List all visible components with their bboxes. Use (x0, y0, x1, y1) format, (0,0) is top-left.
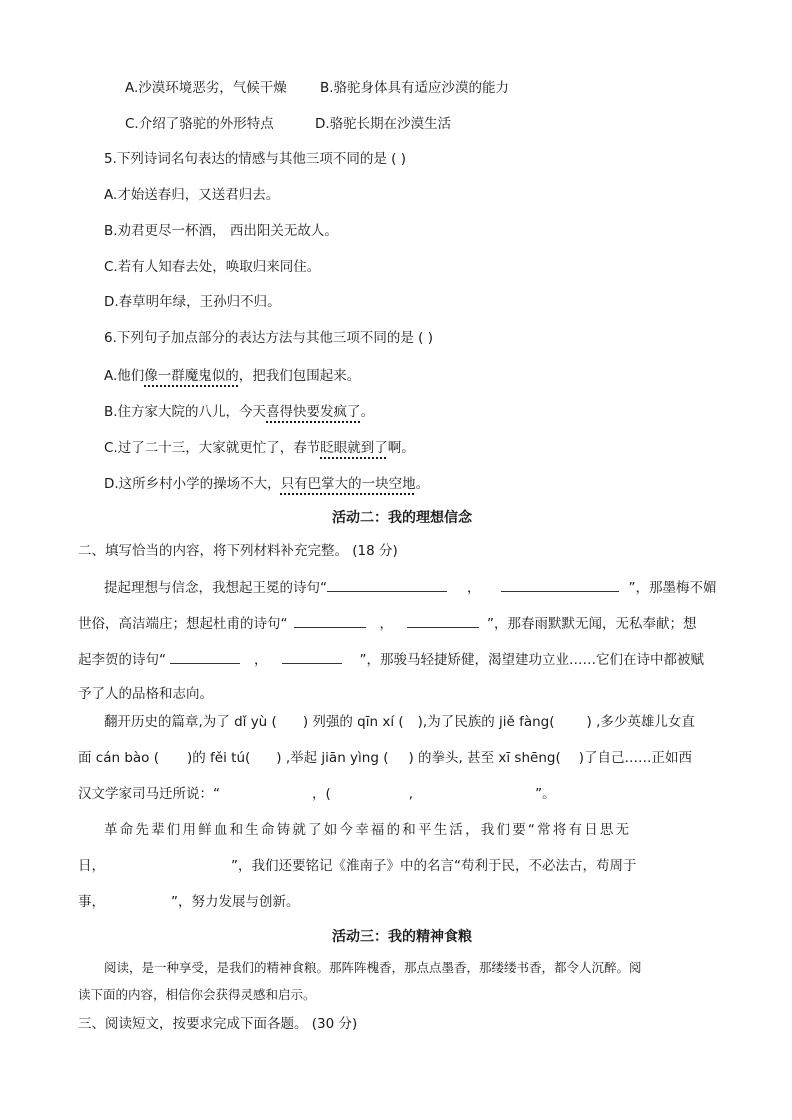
para1-line3 (78, 649, 704, 670)
text-span: ) ,多少英雄儿女直 (586, 714, 695, 730)
text-span: ”，那墨梅不媚 (628, 580, 717, 596)
para1-line4: 予了人的品格和志向。 (78, 686, 213, 702)
para1-line1 (104, 577, 717, 598)
q6-option-b (104, 402, 374, 422)
text-span: 翻开历史的篇章,为了 dǐ yù ( (104, 714, 277, 730)
text-span: ， (467, 580, 481, 596)
activity2-heading: 活动二：我的理想信念 (332, 510, 472, 526)
q5-option-b: B.劝君更尽一杯酒， 西出阳关无故人。 (104, 223, 338, 239)
blank[interactable] (282, 649, 342, 664)
q6-c-dotted: 眨眼就到了 (320, 440, 388, 456)
q5-option-a: A.才始送春归，又送君归去。 (104, 187, 280, 203)
blank[interactable] (407, 613, 479, 628)
activity3-heading: 活动三：我的精神食粮 (332, 929, 472, 945)
text-span: ”。 (535, 786, 556, 802)
section3-instruction: 三、阅读短文，按要求完成下面各题。 (30 分) (78, 1016, 358, 1032)
text-span: ) 的拳头, 甚至 xī shēng( (408, 750, 561, 766)
activity3-intro-line2: 读下面的内容，相信你会获得灵感和启示。 (78, 987, 316, 1002)
text-span: ) 列强的 qīn xí ( (302, 714, 404, 730)
section2-instruction: 二、填写恰当的内容，将下列材料补充完整。 (18 分) (78, 543, 398, 559)
text-span: 事， (78, 894, 105, 910)
q5-stem: 5.下列诗词名句表达的情感与其他三项不同的是 ( ) (104, 151, 406, 167)
q6-d-post: 。 (415, 476, 430, 492)
text-span: ),为了民族的 jiě fàng( (417, 714, 555, 730)
text-span: ”，我们还要铭记《淮南子》中的名言“苟利于民，不必法古，苟周于 (231, 858, 637, 874)
text-span: 提起理想与信念，我想起王冕的诗句“ (104, 580, 327, 596)
text-span: ”，努力发展与创新。 (171, 894, 300, 910)
para3-line3 (78, 892, 300, 912)
para3-line2 (78, 856, 637, 876)
q5-option-d: D.春草明年绿，王孙归不归。 (104, 294, 281, 310)
activity3-intro-line1: 阅读，是一种享受，是我们的精神食粮。那阵阵槐香，那点点墨香，那缕缕书香，都令人沉醉。阅 (104, 960, 642, 975)
q6-a-dotted: 像一群魔鬼似的 (144, 368, 239, 384)
q6-c-post: 啊。 (387, 440, 415, 456)
blank[interactable] (294, 613, 366, 628)
text-span: 起李贺的诗句“ (78, 652, 166, 668)
q6-option-c (104, 438, 415, 458)
text-span: )的 fěi tú( (187, 750, 251, 766)
q4-option-a: A.沙漠环境恶劣，气候干燥 (125, 80, 287, 96)
blank[interactable] (327, 577, 447, 592)
q6-b-post: 。 (360, 404, 375, 420)
text-span: ，( (312, 786, 331, 802)
q6-stem: 6.下列句子加点部分的表达方法与其他三项不同的是 ( ) (104, 330, 433, 346)
q6-d-dotted: 只有巴掌大的一块空地 (280, 476, 416, 492)
q6-a-post: ，把我们包围起来。 (238, 368, 361, 384)
q4-option-d: D.骆驼长期在沙漠生活 (315, 116, 452, 132)
q6-d-pre: D.这所乡村小学的操场不大， (104, 476, 281, 492)
text-span: ， (254, 652, 268, 668)
para3-line1: 革命先辈们用鲜血和生命铸就了如今幸福的和平生活，我们要“常将有日思无 (104, 822, 632, 838)
text-span: ) ,举起 jiān yìng ( (276, 750, 389, 766)
q5-option-c: C.若有人知春去处，唤取归来同住。 (104, 259, 321, 275)
q4-option-b: B.骆驼身体具有适应沙漠的能力 (320, 80, 510, 96)
para1-line2 (78, 613, 697, 634)
q6-b-pre: B.住方家大院的八儿，今天 (104, 404, 267, 420)
text-span: ”，那骏马轻捷矫健，渴望建功立业……它们在诗中都被赋 (359, 652, 704, 668)
q6-option-a (104, 366, 360, 386)
q6-option-d (104, 474, 429, 494)
text-span: 世俗，高洁端庄；想起杜甫的诗句“ (78, 616, 288, 632)
para2-line3 (78, 784, 556, 804)
text-span: 日， (78, 858, 105, 874)
text-span: ， (379, 616, 393, 632)
para2-line1 (104, 712, 695, 732)
blank[interactable] (170, 649, 240, 664)
text-span: 面 cán bào ( (78, 750, 159, 766)
q6-b-dotted: 喜得快要发疯了 (266, 404, 361, 420)
text-span: , (408, 786, 414, 802)
text-span: 汉文学家司马迁所说：“ (78, 786, 220, 802)
text-span: )了自己……正如西 (578, 750, 693, 766)
text-span: ”，那春雨默默无闻，无私奉献；想 (487, 616, 697, 632)
q6-a-pre: A.他们 (104, 368, 145, 384)
q6-c-pre: C.过了二十三，大家就更忙了，春节 (104, 440, 321, 456)
para2-line2 (78, 748, 692, 768)
blank[interactable] (501, 577, 619, 592)
q4-option-c: C.介绍了骆驼的外形特点 (125, 116, 274, 132)
